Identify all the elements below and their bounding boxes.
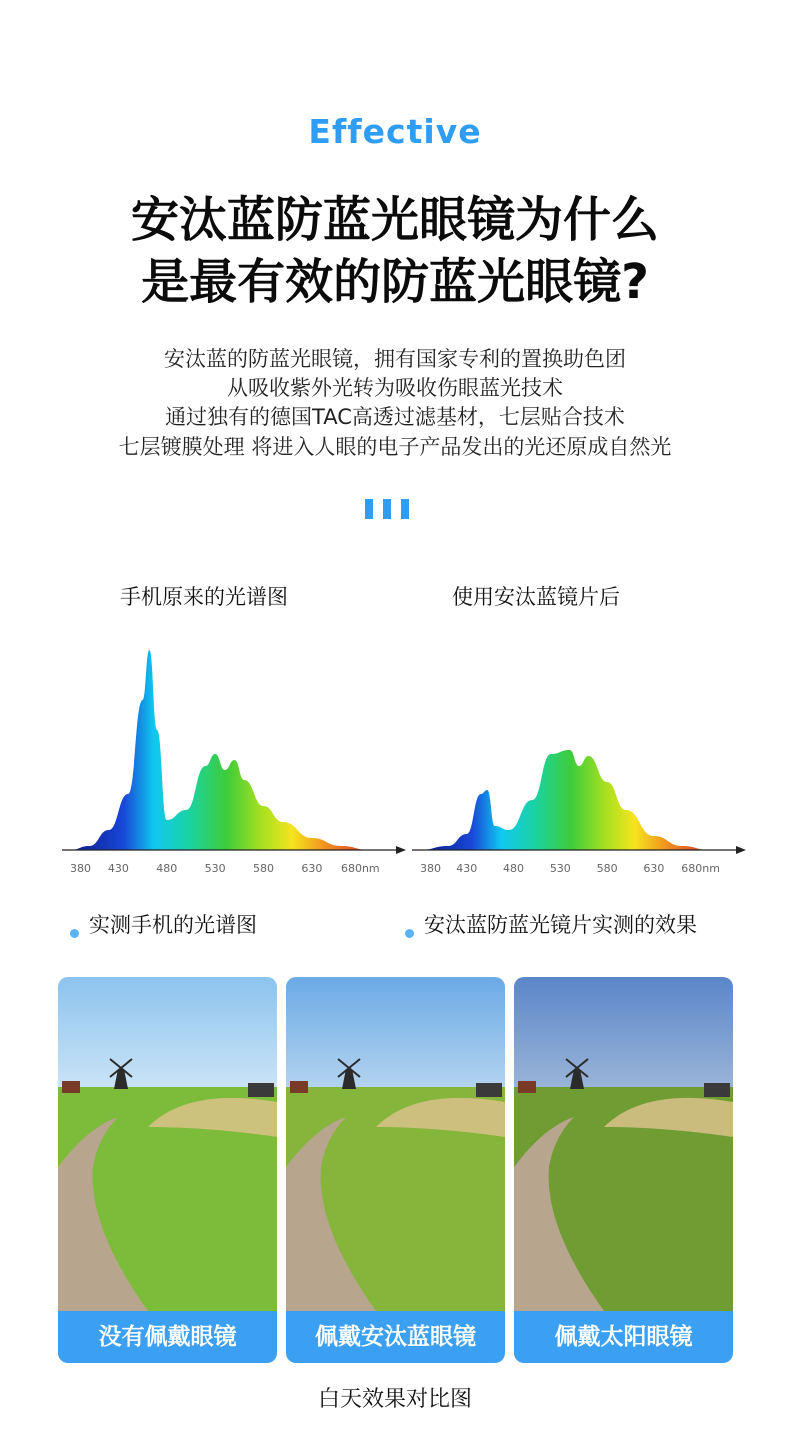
spectrum-right-title: 使用安汰蓝镜片后 <box>452 585 620 609</box>
photo-label-no-glasses: 没有佩戴眼镜 <box>58 1311 277 1363</box>
divider-bars-icon <box>365 499 409 519</box>
spectrum-chart-right <box>412 750 746 875</box>
landscape-photo-2 <box>286 977 505 1311</box>
farmhouse <box>518 1081 536 1093</box>
photo-card-sunglasses <box>514 977 733 1363</box>
x-tick-label: 480 <box>503 862 525 875</box>
x-tick-label: 580 <box>596 862 618 875</box>
sky <box>58 977 277 1097</box>
spectrum-left-title: 手机原来的光谱图 <box>120 585 288 609</box>
comparison-footer: 白天效果对比图 <box>317 1387 472 1412</box>
landscape-photo-1 <box>58 977 277 1311</box>
x-tick-label: 630 <box>301 862 323 875</box>
eyebrow-title: Effective <box>308 112 482 151</box>
x-tick-label: 430 <box>456 862 478 875</box>
caption-right-text: 安汰蓝防蓝光镜片实测的效果 <box>424 913 697 937</box>
farmhouse <box>62 1081 80 1093</box>
description-line-4: 七层镀膜处理 将进入人眼的电子产品发出的光还原成自然光 <box>118 435 672 459</box>
bullet-dot-icon <box>405 929 414 938</box>
spectrum-charts <box>55 632 755 882</box>
farmhouse <box>290 1081 308 1093</box>
photo-label-sunglasses: 佩戴太阳眼镜 <box>514 1311 733 1363</box>
description-line-1: 安汰蓝的防蓝光眼镜，拥有国家专利的置换助色团 <box>164 347 626 371</box>
headline-line-1: 安汰蓝防蓝光眼镜为什么 <box>130 192 659 248</box>
description-line-2: 从吸收紫外光转为吸收伤眼蓝光技术 <box>227 376 563 400</box>
photo-label-antailan: 佩戴安汰蓝眼镜 <box>286 1311 505 1363</box>
headline-line-2: 是最有效的防蓝光眼镜? <box>141 254 649 310</box>
farmhouse <box>248 1083 274 1097</box>
x-tick-label: 530 <box>549 862 571 875</box>
photo-card-antailan <box>286 977 505 1363</box>
x-tick-label: 680nm <box>681 862 720 875</box>
sky <box>286 977 505 1097</box>
x-tick-label: 580 <box>253 862 275 875</box>
farmhouse <box>476 1083 502 1097</box>
x-tick-label: 480 <box>156 862 178 875</box>
farmhouse <box>704 1083 730 1097</box>
x-tick-label: 430 <box>107 862 129 875</box>
caption-left <box>70 909 257 939</box>
caption-right <box>405 909 697 939</box>
sky <box>514 977 733 1097</box>
x-tick-label: 530 <box>204 862 226 875</box>
x-tick-label: 630 <box>643 862 665 875</box>
spectrum-area-left <box>70 650 370 850</box>
x-axis-arrow-icon <box>396 846 406 854</box>
caption-left-text: 实测手机的光谱图 <box>89 913 257 937</box>
x-tick-label: 380 <box>70 862 91 875</box>
description-line-3: 通过独有的德国TAC高透过滤基材，七层贴合技术 <box>165 405 625 429</box>
landscape-photo-3 <box>514 977 733 1311</box>
bullet-dot-icon <box>70 929 79 938</box>
x-tick-label: 380 <box>420 862 441 875</box>
photo-card-no-glasses <box>58 977 277 1363</box>
x-tick-label: 680nm <box>340 862 380 875</box>
x-axis-arrow-icon <box>736 846 746 854</box>
spectrum-chart-left <box>62 650 406 875</box>
spectrum-area-right <box>420 750 710 850</box>
